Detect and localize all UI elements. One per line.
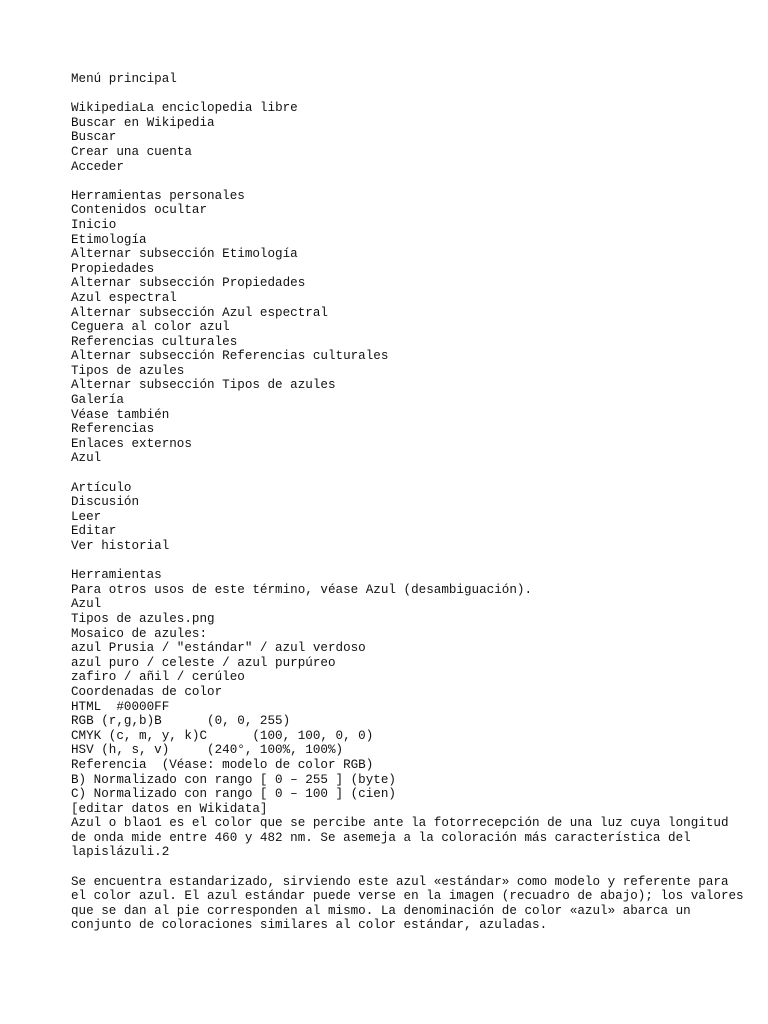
spacer bbox=[71, 860, 751, 875]
tools-menu[interactable]: Herramientas bbox=[71, 568, 162, 583]
infobox-image-link[interactable]: Tipos de azules.png bbox=[71, 611, 215, 626]
toc-item[interactable]: Referencias culturales bbox=[71, 334, 238, 349]
toc-item[interactable]: Referencias bbox=[71, 422, 155, 437]
login-link[interactable]: Acceder bbox=[71, 159, 124, 174]
infobox-row: CMYK (c, m, y, k)C (100, 100, 0, 0) bbox=[71, 728, 374, 743]
toc-item[interactable]: Tipos de azules bbox=[71, 363, 185, 378]
tab-read[interactable]: Leer bbox=[71, 509, 102, 524]
article-paragraph: Azul o blao1 es el color que se percibe ante la fotorrecepción de una luz cuya longitud de onda mide entre 460 y 482 nm. Se asemeja a la coloración más característica del lapislázuli.2 bbox=[71, 816, 737, 860]
page-text bbox=[71, 72, 751, 933]
infobox-title: Azul bbox=[71, 597, 102, 612]
infobox-row: HSV (h, s, v) (240°, 100%, 100%) bbox=[71, 743, 344, 758]
toc-hide-toggle[interactable]: Contenidos ocultar bbox=[71, 203, 208, 218]
infobox-caption: Mosaico de azules: bbox=[71, 626, 208, 641]
toc-item[interactable]: Inicio bbox=[71, 217, 117, 232]
toc-toggle[interactable]: Alternar subsección Referencias culturales bbox=[71, 349, 389, 364]
site-branding[interactable] bbox=[71, 101, 751, 116]
main-menu-button[interactable]: Menú principal bbox=[71, 72, 177, 86]
infobox-caption: azul Prusia / "estándar" / azul verdoso bbox=[71, 641, 366, 656]
spacer bbox=[71, 174, 751, 189]
infobox-row: B) Normalizado con rango [ 0 – 255 ] (byte) bbox=[71, 772, 396, 787]
edit-wikidata-link[interactable]: [editar datos en Wikidata] bbox=[71, 801, 268, 816]
toc-item[interactable]: Ceguera al color azul bbox=[71, 320, 230, 335]
toc-item[interactable]: Véase también bbox=[71, 407, 170, 422]
toc-item[interactable]: Propiedades bbox=[71, 261, 155, 276]
infobox-row: HTML #0000FF bbox=[71, 699, 170, 714]
toc-item[interactable]: Galería bbox=[71, 393, 124, 408]
infobox-row: Referencia (Véase: modelo de color RGB) bbox=[71, 757, 374, 772]
toc-toggle[interactable]: Alternar subsección Azul espectral bbox=[71, 305, 328, 320]
infobox-caption: azul puro / celeste / azul purpúreo bbox=[71, 655, 336, 670]
page-title: Azul bbox=[71, 451, 102, 466]
toc-item[interactable]: Etimología bbox=[71, 232, 147, 247]
article-paragraph: Se encuentra estandarizado, sirviendo este azul «estándar» como modelo y referente para el color azul. El azul estándar puede verse en la imagen (recuadro de abajo); los valores que se dan al pie corresponden al mismo. La denominación de color «azul» abarca un conjunto de coloraciones similares al color estándar, azuladas. bbox=[71, 874, 752, 933]
infobox-section-title: Coordenadas de color bbox=[71, 684, 223, 699]
search-input[interactable]: Buscar en Wikipedia bbox=[71, 115, 215, 130]
create-account-link[interactable]: Crear una cuenta bbox=[71, 144, 192, 159]
site-tagline: La enciclopedia libre bbox=[139, 101, 298, 116]
hatnote: Para otros usos de este término, véase Azul (desambiguación). bbox=[71, 582, 533, 597]
toc-toggle[interactable]: Alternar subsección Propiedades bbox=[71, 276, 306, 291]
toc-toggle[interactable]: Alternar subsección Tipos de azules bbox=[71, 378, 336, 393]
infobox-caption: zafiro / añil / cerúleo bbox=[71, 670, 245, 685]
site-name[interactable]: Wikipedia bbox=[71, 101, 140, 116]
search-button[interactable]: Buscar bbox=[71, 130, 117, 145]
spacer bbox=[71, 466, 751, 481]
tab-history[interactable]: Ver historial bbox=[71, 539, 170, 553]
personal-tools-menu[interactable]: Herramientas personales bbox=[71, 188, 245, 203]
toc-toggle[interactable]: Alternar subsección Etimología bbox=[71, 247, 298, 262]
infobox-row: RGB (r,g,b)B (0, 0, 255) bbox=[71, 714, 291, 729]
spacer bbox=[71, 87, 751, 102]
infobox-row: C) Normalizado con rango [ 0 – 100 ] (cien) bbox=[71, 787, 396, 802]
toc-item[interactable]: Azul espectral bbox=[71, 290, 177, 305]
tab-edit[interactable]: Editar bbox=[71, 524, 117, 539]
tab-article[interactable]: Artículo bbox=[71, 480, 132, 495]
spacer bbox=[71, 554, 751, 569]
tab-discussion[interactable]: Discusión bbox=[71, 495, 140, 510]
toc-item[interactable]: Enlaces externos bbox=[71, 436, 192, 451]
